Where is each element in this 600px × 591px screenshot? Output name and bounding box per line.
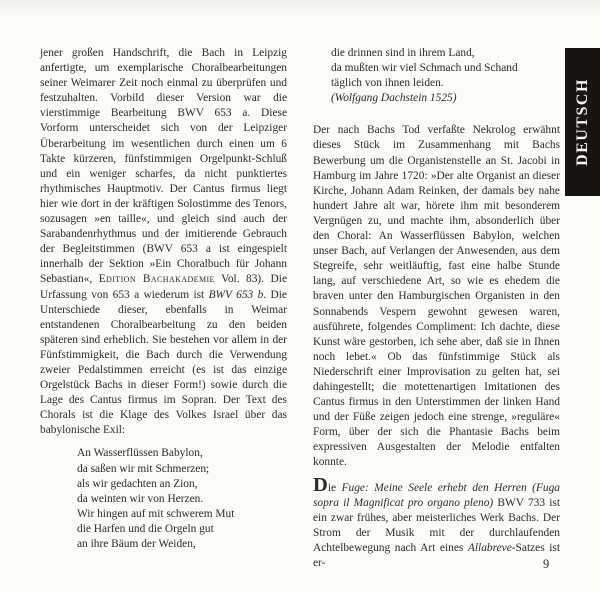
text-segment-smallcaps: Edition Bachakademie: [98, 273, 215, 286]
text-segment-italic: Fuge: Meine Seele erhebt den Herren (Fuga sopra il Magnificat pro organo pleno): [313, 481, 560, 509]
right-column: [313, 46, 560, 571]
quote-line: da mußten wir viel Schmach und Schand: [331, 62, 518, 75]
paragraph-fuge: [313, 473, 560, 572]
quote-line: da saßen wir mit Schmerzen;: [77, 462, 210, 475]
quote-attribution: (Wolfgang Dachstein 1525): [331, 92, 457, 105]
language-tab-deutsch: [565, 48, 600, 196]
quote-line: die Harfen und die Orgeln gut: [77, 522, 214, 535]
paragraph-bwv653: [40, 46, 287, 438]
text-segment-italic: Allabreve: [467, 541, 512, 554]
text-segment-normal: jener großen Handschrift, die Bach in Leipzig anfertigte, um exemplarische Choralbearbeitungen seiner Weimarer Zeit noch einmal zu überprüfen und festzuhalten. Vorbild dieser Version war die vierstimmige Bearbeitung BWV 653 a. Diese Vorform unterscheidet sich von der Leipziger Überarbeitung im wesentlichen durch einen um 6 Takte kürzeren, fünfstimmigen Orgelpunkt-Schluß und ein weniger scharfes, da nicht punktiertes rhythmisches Hauptmotiv. Der Cantus firmus liegt hier wie dort in der kräftigen Solostimme des Tenors, sozusagen »en taille«, und gleich sind auch der Sarabandenrhythmus und der imitierende Gebrauch der Begleitstimmen (BWV 653 a ist eingespielt innerhalb der Sektion »Ein Choralbuch für Johann Sebastian«,: [40, 47, 287, 286]
chorale-quote-left: [77, 446, 287, 552]
quote-line: An Wasserflüssen Babylon,: [77, 447, 203, 460]
text-segment-initial: D: [313, 473, 328, 496]
text-segment-normal: Vol. 83). Die Urfassung von 653 a wiederum ist: [40, 273, 288, 301]
text-segment-italic: BWV 653 b: [208, 288, 264, 301]
page-number: 9: [543, 557, 550, 571]
text-segment-normal: BWV 733 ist ein zwar frühes, aber meisterliches Werk Bachs. Der Strom der Musik mit der durchlaufenden Achtelbewegung nach Art eines: [313, 496, 560, 554]
language-tab-label: DEUTSCH: [573, 78, 591, 166]
quote-line: die drinnen sind in ihrem Land,: [331, 47, 475, 59]
left-column: [40, 46, 287, 552]
quote-line: als wir gedachten an Zion,: [77, 477, 198, 490]
text-segment-normal: ie: [327, 481, 342, 494]
quote-line: täglich von ihnen leiden.: [331, 77, 444, 90]
chorale-quote-right: [331, 46, 560, 91]
text-segment-normal: . Die Unterschiede dieser, ebenfalls in Weimar entstandenen Choralbearbeitung zu den beiden späteren sind erheblich. Sie bestehen vor allem in der Fünfstimmigkeit, die Bach durch die Verwendung zweier Pedalstimmen erreicht (es ist das einzige Orgelstück Bachs in dieser Form!) sowie durch die Lage des Cantus firmus im Sopran. Der Text des Chorals ist die Klage des Volkes Israel über das babylonische Exil:: [40, 288, 287, 437]
text-segment-normal: -Satzes ist er-: [313, 541, 560, 569]
scan-edge-top: [0, 0, 600, 16]
quote-line: da weinten wir von Herzen.: [77, 492, 204, 505]
paragraph-nekrolog: Der nach Bachs Tod verfaßte Nekrolog erwähnt dieses Stück im Zusammenhang mit Bachs Bewerbung um die Organistenstelle an St. Jacobi in Hamburg im Jahre 1720: »Der alte Organist an dieser Kirche, Johann Adam Reinken, der damals bey nahe hundert Jahre alt war, hörete ihm mit besonderem Vergnügen zu, und machte ihm, absonderlich über den Choral: An Wasserflüssen Babylon, welchen unser Bach, auf Verlangen der Anwesenden, aus dem Stegreife, sehr weitläuftig, fast eine halbe Stunde lang, auf verschiedene Art, so wie es ehedem die braven unter den Hamburgischen Organisten in den Sonnabends Vespern gewohnt gewesen waren, ausführete, folgendes Compliment: Ich dachte, diese Kunst wäre gestorben, ich sehe aber, daß sie in Ihnen noch lebet.« Ob das fünfstimmige Stück als Niederschrift einer Improvisation zu gelten hat, sei dahingestellt; die motettenartigen Imitationen des Cantus firmus in den Unterstimmen der linken Hand und der Füße zeigen jedoch eine strenge, »reguläre« Form, über der sich die Phantasie Bachs beim expressiven Ausgestalten der Melodie entfalten konnte.: [313, 124, 560, 469]
quote-line: Wir hingen auf mit schwerem Mut: [77, 507, 235, 520]
quote-line: an ihre Bäum der Weiden,: [77, 538, 196, 550]
